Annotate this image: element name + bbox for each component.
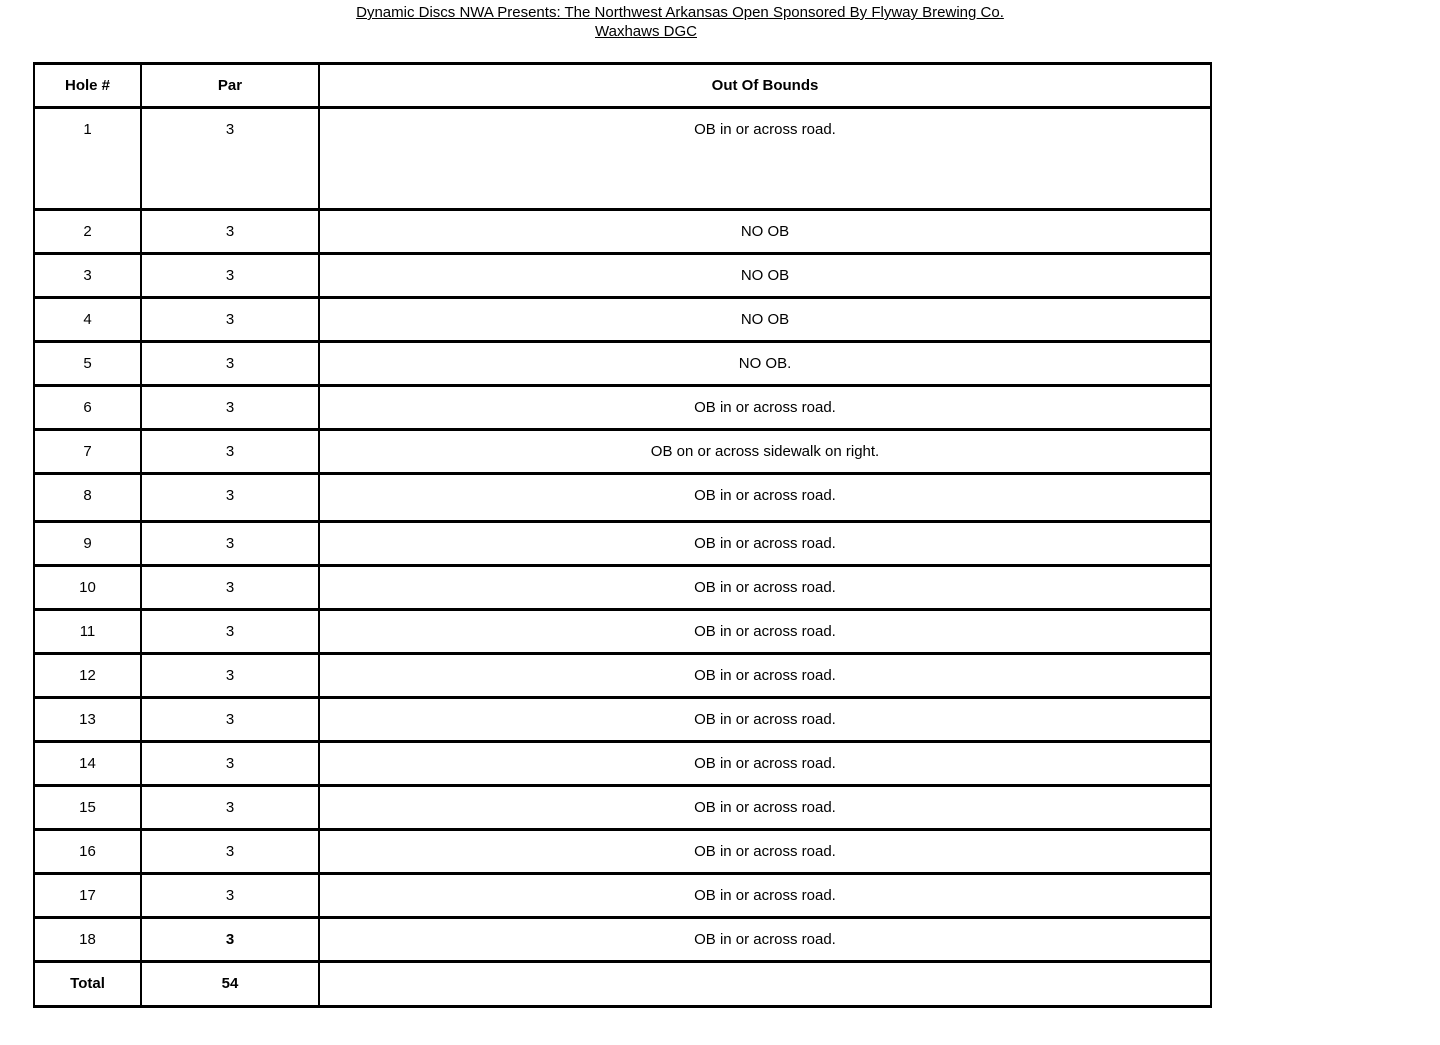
- table-row: [34, 522, 1211, 566]
- ob-description-cell: OB in or across road.: [319, 830, 1211, 874]
- hole-number-cell: 5: [34, 342, 141, 386]
- hole-number-cell: 18: [34, 918, 141, 962]
- hole-number-cell: 8: [34, 474, 141, 522]
- table-row: [34, 830, 1211, 874]
- par-value-cell: 3: [141, 742, 319, 786]
- table-row: [34, 474, 1211, 522]
- table-row: [34, 698, 1211, 742]
- par-value-cell: 3: [141, 874, 319, 918]
- table-body: [34, 108, 1211, 962]
- header-hole-number: Hole #: [34, 64, 141, 108]
- total-par-value: 54: [141, 962, 319, 1007]
- table-row: [34, 298, 1211, 342]
- total-ob-cell: [319, 962, 1211, 1007]
- table-row: [34, 108, 1211, 210]
- par-value-cell: 3: [141, 474, 319, 522]
- table-row: [34, 254, 1211, 298]
- ob-description-cell: OB in or across road.: [319, 474, 1211, 522]
- par-value-cell: 3: [141, 698, 319, 742]
- hole-number-cell: 16: [34, 830, 141, 874]
- hole-number-cell: 13: [34, 698, 141, 742]
- table-row: [34, 566, 1211, 610]
- ob-description-cell: OB in or across road.: [319, 786, 1211, 830]
- par-value-cell: 3: [141, 298, 319, 342]
- hole-number-cell: 7: [34, 430, 141, 474]
- title-line-2: Waxhaws DGC: [595, 23, 697, 40]
- table-row: [34, 210, 1211, 254]
- par-value-cell: 3: [141, 210, 319, 254]
- hole-number-cell: 11: [34, 610, 141, 654]
- par-value-cell: 3: [141, 786, 319, 830]
- hole-number-cell: 14: [34, 742, 141, 786]
- par-value-cell: 3: [141, 430, 319, 474]
- par-value-cell: 3: [141, 386, 319, 430]
- ob-description-cell: NO OB: [319, 254, 1211, 298]
- par-value-cell: 3: [141, 108, 319, 210]
- ob-description-cell: OB in or across road.: [319, 654, 1211, 698]
- hole-number-cell: 17: [34, 874, 141, 918]
- table-row: [34, 342, 1211, 386]
- par-value-cell: 3: [141, 342, 319, 386]
- hole-number-cell: 3: [34, 254, 141, 298]
- ob-description-cell: OB in or across road.: [319, 108, 1211, 210]
- table-row: [34, 742, 1211, 786]
- ob-description-cell: NO OB.: [319, 342, 1211, 386]
- ob-description-cell: OB in or across road.: [319, 742, 1211, 786]
- hole-number-cell: 12: [34, 654, 141, 698]
- par-value-cell: 3: [141, 830, 319, 874]
- ob-description-cell: OB in or across road.: [319, 566, 1211, 610]
- table-row: [34, 874, 1211, 918]
- header-par: Par: [141, 64, 319, 108]
- header-row: [34, 64, 1211, 108]
- par-value-cell: 3: [141, 918, 319, 962]
- header-out-of-bounds: Out Of Bounds: [319, 64, 1211, 108]
- ob-description-cell: OB in or across road.: [319, 918, 1211, 962]
- par-value-cell: 3: [141, 654, 319, 698]
- par-value-cell: 3: [141, 566, 319, 610]
- table-row: [34, 786, 1211, 830]
- total-label: Total: [34, 962, 141, 1007]
- hole-number-cell: 15: [34, 786, 141, 830]
- ob-description-cell: NO OB: [319, 298, 1211, 342]
- total-row: [34, 962, 1211, 1007]
- par-value-cell: 3: [141, 254, 319, 298]
- hole-number-cell: 1: [34, 108, 141, 210]
- ob-description-cell: OB in or across road.: [319, 610, 1211, 654]
- table-row: [34, 386, 1211, 430]
- ob-description-cell: OB in or across road.: [319, 386, 1211, 430]
- ob-description-cell: NO OB: [319, 210, 1211, 254]
- table-row: [34, 430, 1211, 474]
- ob-description-cell: OB in or across road.: [319, 874, 1211, 918]
- hole-number-cell: 2: [34, 210, 141, 254]
- ob-description-cell: OB in or across road.: [319, 522, 1211, 566]
- par-value-cell: 3: [141, 522, 319, 566]
- hole-number-cell: 6: [34, 386, 141, 430]
- par-value-cell: 3: [141, 610, 319, 654]
- ob-description-cell: OB on or across sidewalk on right.: [319, 430, 1211, 474]
- ob-table: [33, 62, 1212, 1008]
- table-row: [34, 918, 1211, 962]
- document-title: [0, 0, 1440, 41]
- hole-number-cell: 4: [34, 298, 141, 342]
- table-row: [34, 654, 1211, 698]
- title-line-1: Dynamic Discs NWA Presents: The Northwest Arkansas Open Sponsored By Flyway Brewing Co.: [356, 4, 1004, 21]
- hole-number-cell: 9: [34, 522, 141, 566]
- table-row: [34, 610, 1211, 654]
- hole-number-cell: 10: [34, 566, 141, 610]
- ob-description-cell: OB in or across road.: [319, 698, 1211, 742]
